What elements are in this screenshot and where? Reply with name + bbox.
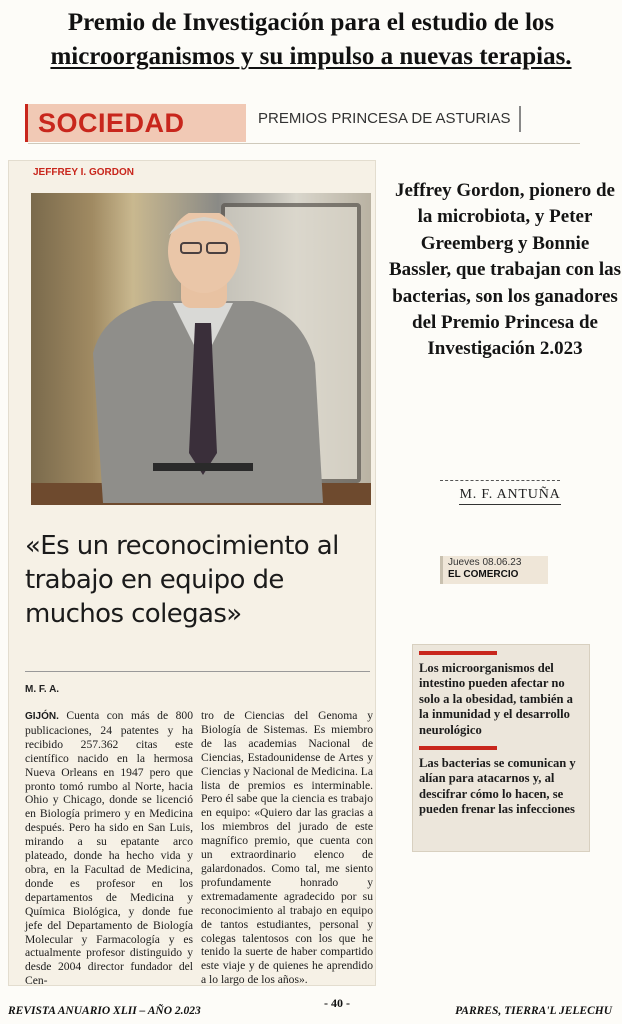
footer-location: PARRES, TIERRA'L JELECHU xyxy=(455,1005,612,1017)
highlights-box xyxy=(412,644,590,852)
dashed-divider xyxy=(440,480,560,481)
summary-author xyxy=(440,487,580,503)
callout-accent-bar xyxy=(419,651,497,655)
date-stamp xyxy=(440,556,548,584)
page-number: - 40 - xyxy=(324,996,350,1010)
summary-text: Jeffrey Gordon, pionero de la microbiota, y Peter Greemberg y Bonnie Bassler, que trabajan con las bacterias, son los ganadores del Premio Princesa de Investigación 2.023 xyxy=(388,180,622,360)
callout-accent-bar xyxy=(419,746,497,750)
newspaper-name: EL COMERCIO xyxy=(448,569,519,580)
article-column-1 xyxy=(25,709,193,988)
column-1-text: Cuenta con más de 800 publicaciones, 24 patentes y ha recibido 257.362 citas este científico nacido en la hermosa Nueva Orleans en 1947 pero que pronto tomó rumbo al Norte, hacia Ohio y Chicago, donde se licenció en Biología primero y en Medicina después. Pero ha sido en San Luis, mirando a su epatante arco plateado, donde ha hecho vida y obra, en la Facultad de Medicina, donde es profesor en los departamentos de Medicina y Química Biológica, y donde fue jefe del Departamento de Biología Molecular y Farmacología y es actualmente profesor distinguido y desde 2004 director fundador del Cen- xyxy=(25,709,193,988)
headline-line-2: microorganismos y su impulso a nuevas terapias. xyxy=(50,43,572,70)
summary-author-name: M. F. ANTUÑA xyxy=(459,487,560,505)
pull-quote: «Es un reconocimiento al trabajo en equipo de muchos colegas» xyxy=(25,531,339,629)
divider xyxy=(25,671,370,672)
page-headline xyxy=(0,6,622,74)
dateline: GIJÓN. xyxy=(25,711,59,722)
portrait-photo xyxy=(31,193,371,505)
highlight-2: Las bacterias se comunican y alían para atacarnos y, al descifrar cómo lo hacen, se pueden frenar las infecciones xyxy=(419,756,576,817)
headline-line-1: Premio de Investigación para el estudio de los xyxy=(67,9,555,36)
person-figure xyxy=(83,213,323,503)
section-tag: SOCIEDAD xyxy=(28,104,246,142)
section-subtitle: PREMIOS PRINCESA DE ASTURIAS xyxy=(258,106,521,132)
publication-date: Jueves 08.06.23 xyxy=(448,557,522,568)
newspaper-clipping xyxy=(8,160,376,986)
photo-caption-name: JEFFREY I. GORDON xyxy=(33,167,134,178)
article-column-2: tro de Ciencias del Genoma y Biología de Sistemas. Es miembro de las academias Nacional de Ciencias, Estadounidense de Artes y Ciencias y Nacional de Medicina. La lista de premios es interminable. Pero él sabe que la ciencia es trabajo en equipo: «Quiero dar las gracias a los miembros del jurado de este magnífico premio, que cuenta con un extraordinario elenco de galardonados. Como tal, me siento profundamente honrado y extremadamente agradecido por su reconocimiento al trabajo en equipo de tantos estudiantes, personal y colegas talentosos con los que he tenido la suerte de haber compartido este viaje y de quienes he aprendido a lo largo de los años». xyxy=(201,709,373,987)
footer-publication: REVISTA ANUARIO XLII – AÑO 2.023 xyxy=(8,1005,201,1017)
article-author: M. F. A. xyxy=(25,684,60,695)
section-bar xyxy=(28,100,580,144)
highlight-1: Los microorganismos del intestino pueden afectar no solo a la obesidad, también a la inmunidad y el desarrollo neurológico xyxy=(419,661,573,737)
